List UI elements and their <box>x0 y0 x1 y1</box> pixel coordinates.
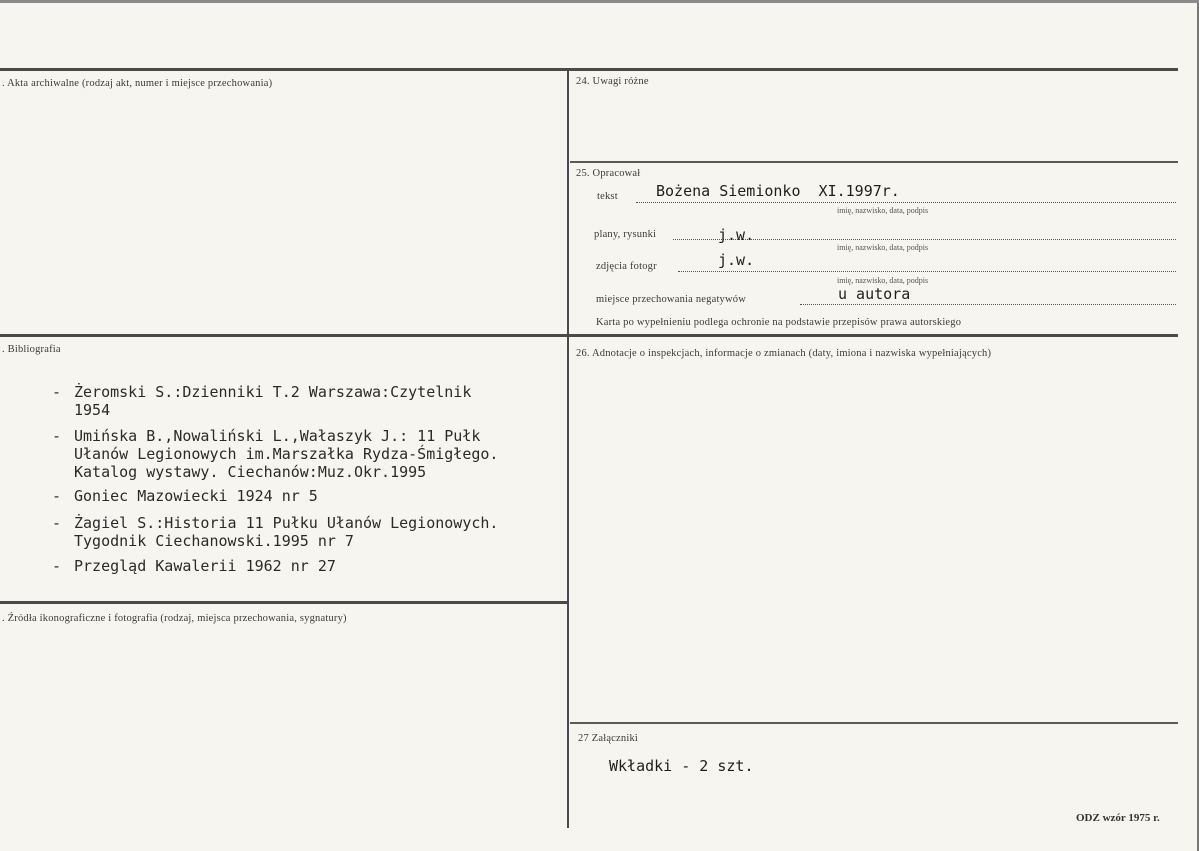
zalaczniki-value: Wkładki - 2 szt. <box>609 757 754 775</box>
rule-left-lower <box>0 601 567 604</box>
rule-25-top <box>570 161 1178 163</box>
miejsce-dotted-line <box>800 304 1176 305</box>
rule-top <box>0 68 1178 71</box>
uwagi-label: 24. Uwagi różne <box>576 76 649 87</box>
akta-label: . Akta archiwalne (rodzaj akt, numer i miejsce przechowania) <box>2 78 273 89</box>
bibliography-entry: Przegląd Kawalerii 1962 nr 27 <box>74 557 336 575</box>
zdjecia-value: j.w. <box>718 251 755 269</box>
miejsce-value: u autora <box>838 285 911 303</box>
zrodla-label: . Źródła ikonograficzne i fotografia (rodzaj, miejsca przechowania, sygnatury) <box>2 613 347 624</box>
zalaczniki-label: 27 Załączniki <box>578 733 639 744</box>
miejsce-label: miejsce przechowania negatywów <box>596 294 747 305</box>
opracowal-label: 25. Opracował <box>576 168 641 179</box>
tekst-value: Bożena Siemionko XI.1997r. <box>656 182 900 200</box>
bibliography-entry: Żagiel S.:Historia 11 Pułku Ułanów Legionowych. Tygodnik Ciechanowski.1995 nr 7 <box>74 514 499 550</box>
zdjecia-caption: imię, nazwisko, data, podpis <box>837 276 929 285</box>
list-dash: - <box>52 557 62 575</box>
center-divider <box>567 68 569 828</box>
rule-27-top <box>570 722 1178 724</box>
top-edge <box>0 0 1199 3</box>
zdjecia-dotted-line <box>678 271 1176 272</box>
list-dash: - <box>52 514 62 532</box>
list-item <box>52 514 498 550</box>
tekst-caption: imię, nazwisko, data, podpis <box>837 206 929 215</box>
plany-caption: imię, nazwisko, data, podpis <box>837 243 929 252</box>
adnotacje-label: 26. Adnotacje o inspekcjach, informacje o zmianach (daty, imiona i nazwiska wypełniających) <box>576 348 992 359</box>
form-identifier: ODZ wzór 1975 r. <box>1076 812 1160 824</box>
list-item <box>52 427 498 481</box>
list-dash: - <box>52 487 62 505</box>
rule-mid <box>0 334 1178 337</box>
copyright-note: Karta po wypełnieniu podlega ochronie na podstawie przepisów prawa autorskiego <box>596 317 962 328</box>
tekst-label: tekst <box>597 191 618 202</box>
tekst-dotted-line <box>636 202 1176 203</box>
bibliografia-label: . Bibliografia <box>2 344 61 355</box>
list-item <box>52 487 318 505</box>
list-dash: - <box>52 427 62 445</box>
list-dash: - <box>52 383 62 401</box>
bibliography-entry: Żeromski S.:Dzienniki T.2 Warszawa:Czytelnik 1954 <box>74 383 472 419</box>
bibliography-entry: Goniec Mazowiecki 1924 nr 5 <box>74 487 318 505</box>
bibliography-entry: Umińska B.,Nowaliński L.,Wałaszyk J.: 11 Pułk Ułanów Legionowych im.Marszałka Rydza-Śmigłego. Katalog wystawy. Ciechanów:Muz.Okr.1995 <box>74 427 499 481</box>
list-item <box>52 383 471 419</box>
plany-label: plany, rysunki <box>594 229 657 240</box>
zdjecia-label: zdjęcia fotogr <box>596 261 657 272</box>
plany-value: j.w. <box>718 226 755 244</box>
list-item <box>52 557 336 575</box>
